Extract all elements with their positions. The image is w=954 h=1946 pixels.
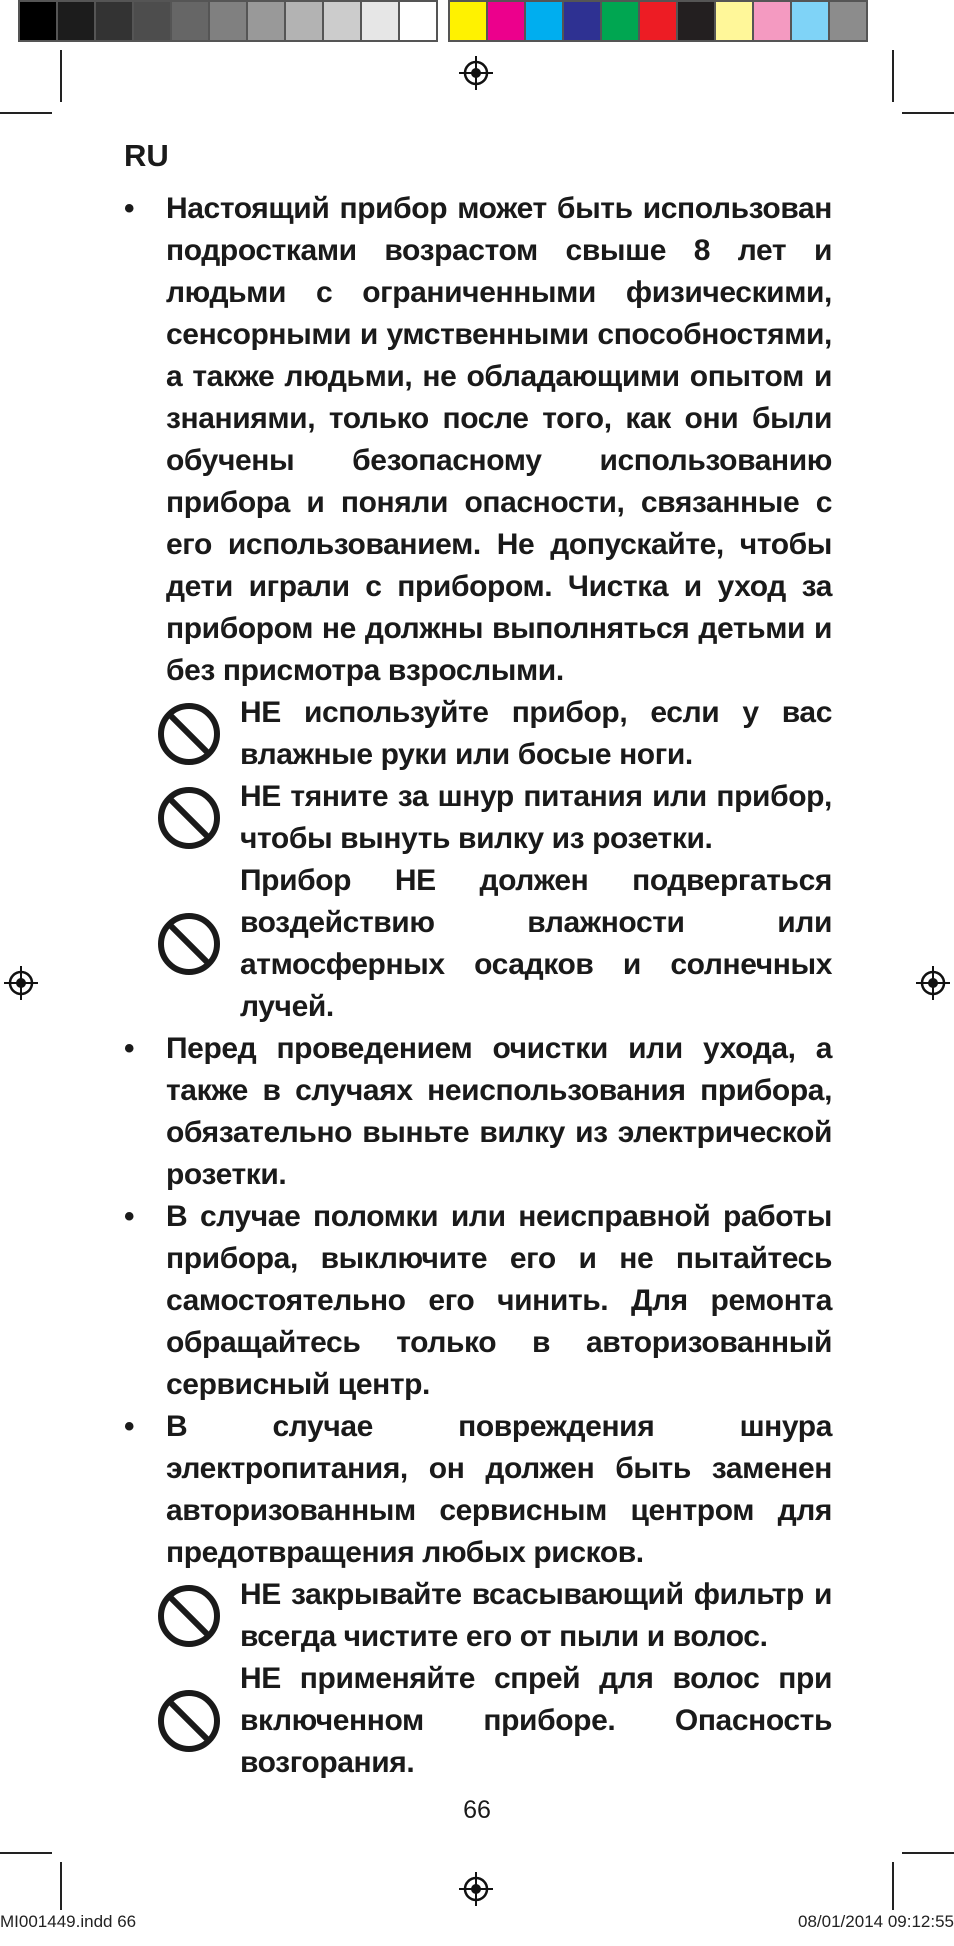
- bullet-symbol: •: [124, 1410, 135, 1443]
- registration-mark-icon: [916, 966, 950, 1000]
- bullet-symbol: •: [124, 192, 135, 225]
- list-item: [124, 188, 832, 692]
- color-swatch: [132, 0, 172, 42]
- crop-mark: [902, 1852, 954, 1854]
- page-number: 66: [463, 1796, 491, 1824]
- crop-mark: [0, 112, 52, 114]
- color-swatch: [360, 0, 400, 42]
- warning-text: НЕ используйте прибор, если у вас влажные руки или босые ноги.: [240, 696, 832, 771]
- warning-text: Прибор НЕ должен подвергаться воздействию влажности или атмосферных осадков и солнечных лучей.: [240, 864, 832, 1023]
- warning-item: [156, 860, 832, 1028]
- color-swatch: [448, 0, 488, 42]
- bullet-text: В случае поломки или неисправной работы прибора, выключите его и не пытайтесь самостоятельно его чинить. Для ремонта обращайтесь только в авторизованный сервисный центр.: [166, 1200, 832, 1401]
- crop-mark: [60, 50, 62, 102]
- color-bar-gap: [436, 0, 448, 42]
- warning-item: [156, 692, 832, 776]
- color-swatch: [398, 0, 438, 42]
- list-item: [124, 1196, 832, 1406]
- color-swatch: [486, 0, 526, 42]
- registration-mark-icon: [459, 1872, 493, 1906]
- warning-text: НЕ тяните за шнур питания или прибор, чтобы вынуть вилку из розетки.: [240, 780, 832, 855]
- slug-datetime: 08/01/2014 09:12:55: [798, 1912, 954, 1931]
- bullet-symbol: •: [124, 1200, 135, 1233]
- bullet-text: Настоящий прибор может быть использован подростками возрастом свыше 8 лет и людьми с ограниченными физическими, сенсорными и умственными способностями, а также людьми, не обладающими опытом и знаниями, только после того, как они были обучены безопасному использованию прибора и поняли опасности, связанные с его использованием. Не допускайте, чтобы дети играли с прибором. Чистка и уход за прибором не должны выполняться детьми и без присмотра взрослыми.: [166, 192, 832, 687]
- color-swatch: [828, 0, 868, 42]
- color-swatch: [562, 0, 602, 42]
- color-swatch: [56, 0, 96, 42]
- color-swatch: [284, 0, 324, 42]
- print-color-bar: [18, 0, 866, 42]
- prohibition-icon: [156, 1688, 240, 1754]
- color-swatch: [170, 0, 210, 42]
- warning-text: НЕ закрывайте всасывающий фильтр и всегда чистите его от пыли и волос.: [240, 1578, 832, 1653]
- color-swatch: [714, 0, 754, 42]
- bullet-text: Перед проведением очистки или ухода, а также в случаях неиспользования прибора, обязательно выньте вилку из электрической розетки.: [166, 1032, 832, 1191]
- bullet-symbol: •: [124, 1032, 135, 1065]
- prohibition-icon: [156, 785, 240, 851]
- warning-item: [156, 1574, 832, 1658]
- prohibition-icon: [156, 701, 240, 767]
- prohibition-icon: [156, 1583, 240, 1649]
- color-swatch: [638, 0, 678, 42]
- color-swatch: [600, 0, 640, 42]
- color-swatch: [524, 0, 564, 42]
- registration-mark-icon: [459, 56, 493, 90]
- safety-instructions: [124, 188, 832, 1784]
- warning-item: [156, 776, 832, 860]
- registration-mark-icon: [4, 966, 38, 1000]
- color-swatch: [208, 0, 248, 42]
- warning-text: НЕ применяйте спрей для волос при включенном приборе. Опасность возгорания.: [240, 1662, 832, 1779]
- crop-mark: [902, 112, 954, 114]
- color-swatch: [322, 0, 362, 42]
- bullet-text: В случае повреждения шнура электропитания, он должен быть заменен авторизованным сервисным центром для предотвращения любых рисков.: [166, 1410, 832, 1569]
- crop-mark: [892, 1862, 894, 1910]
- warning-item: [156, 1658, 832, 1784]
- color-swatch: [676, 0, 716, 42]
- slug-filename: MI001449.indd 66: [0, 1912, 137, 1931]
- language-code: RU: [124, 138, 169, 173]
- crop-mark: [892, 50, 894, 102]
- list-item: [124, 1028, 832, 1196]
- prohibition-icon: [156, 911, 240, 977]
- color-swatch: [246, 0, 286, 42]
- crop-mark: [0, 1852, 52, 1854]
- color-swatch: [752, 0, 792, 42]
- color-swatch: [790, 0, 830, 42]
- color-swatch: [94, 0, 134, 42]
- color-swatch: [18, 0, 58, 42]
- list-item: [124, 1406, 832, 1574]
- crop-mark: [60, 1862, 62, 1910]
